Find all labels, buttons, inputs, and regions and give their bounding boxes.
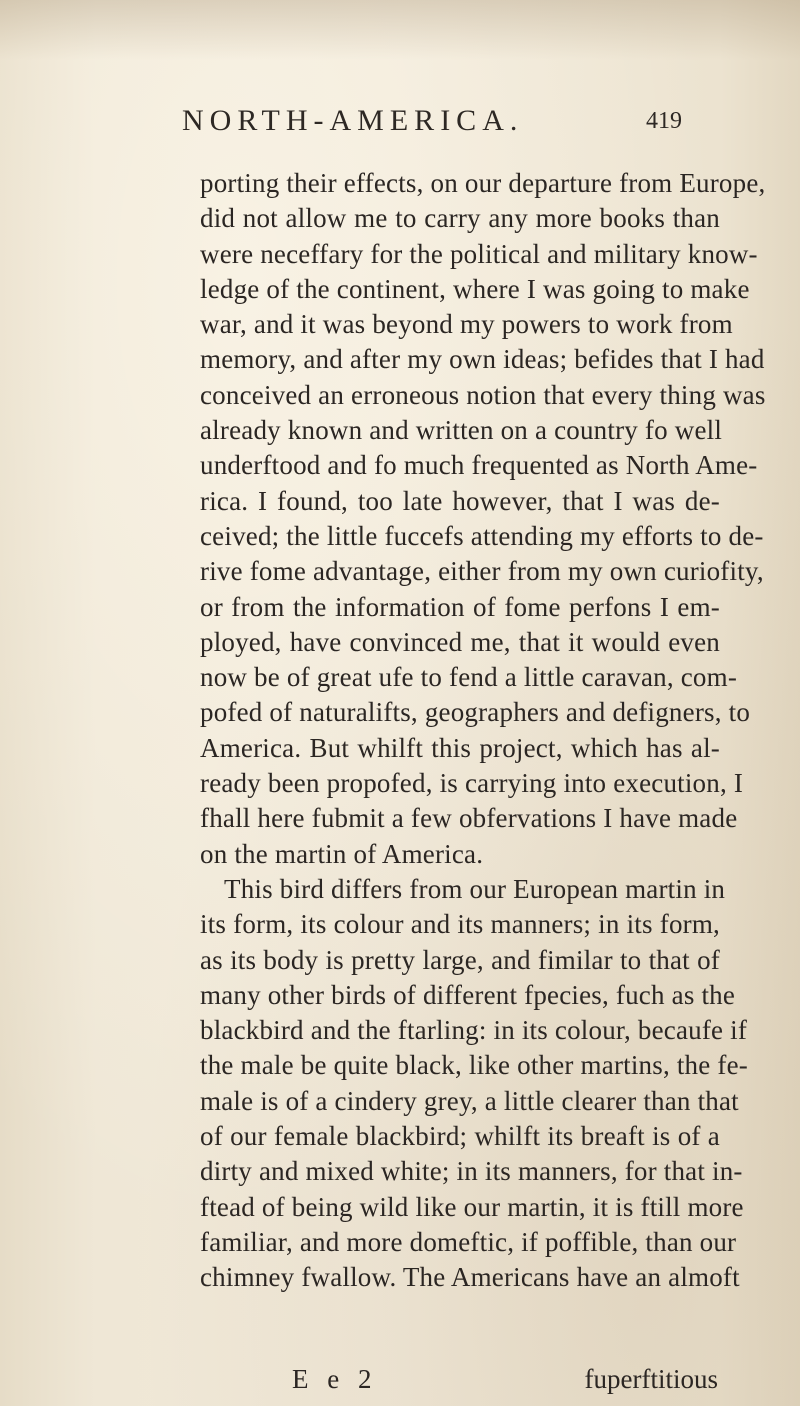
text-line: many other birds of different fpecies, fuch as the [200, 979, 736, 1010]
text-line: did not allow me to carry any more books than [200, 203, 720, 234]
text-line: This bird differs from our European martin in [224, 873, 726, 904]
text-line: the male be quite black, like other martins, the fe- [200, 1050, 748, 1081]
text-line: now be of great ufe to fend a little caravan, com- [200, 662, 738, 693]
text-line: porting their effects, on our departure from Europe, [200, 168, 766, 198]
text-line: familiar, and more domeftic, if poffible, than our [200, 1226, 737, 1257]
text-line: as its body is pretty large, and fimilar to that of [200, 944, 720, 975]
text-line: dirty and mixed white; in its manners, for that in- [200, 1156, 743, 1187]
catchword: fuperftitious [584, 1364, 718, 1394]
running-head: NORTH-AMERICA. [182, 104, 524, 137]
text-line: of our female blackbird; whilft its breaft is of a [200, 1121, 720, 1152]
text-line: on the martin of America. [200, 838, 484, 869]
page-top-shadow [0, 0, 800, 60]
text-line: chimney fwallow. The Americans have an almoft [200, 1262, 740, 1293]
text-line: ftead of being wild like our martin, it is ftill more [200, 1191, 744, 1222]
text-line: conceived an erroneous notion that every thing was [200, 379, 766, 410]
text-line: its form, its colour and its manners; in its form, [200, 909, 720, 940]
text-line: already known and written on a country fo well [200, 415, 723, 446]
text-line: male is of a cindery grey, a little clearer than that [200, 1085, 739, 1116]
text-line: rica. I found, too late however, that I was de- [200, 485, 720, 516]
page-header [182, 104, 682, 144]
text-line: were neceffary for the political and military know- [200, 238, 758, 269]
text-line: ready been propofed, is carrying into execution, I [200, 768, 744, 799]
page-footer [198, 1364, 718, 1398]
text-line: ceived; the little fuccefs attending my efforts to de- [200, 520, 764, 551]
text-line: war, and it was beyond my powers to work from [200, 309, 733, 340]
body-text [200, 166, 766, 1296]
text-line: ledge of the continent, where I was going to make [200, 273, 750, 304]
text-line: America. But whilft this project, which has al- [200, 732, 720, 763]
text-line: rive fome advantage, either from my own curiofity, [200, 556, 764, 587]
text-line: or from the information of fome perfons I em- [200, 591, 720, 622]
text-line: blackbird and the ftarling: in its colour, becaufe if [200, 1015, 748, 1046]
text-line: fhall here fubmit a few obfervations I have made [200, 803, 738, 834]
text-line: ployed, have convinced me, that it would even [200, 626, 720, 657]
text-line: pofed of naturalifts, geographers and defigners, to [200, 697, 751, 728]
text-line: memory, and after my own ideas; befides that I had [200, 344, 765, 375]
signature-mark: E e 2 [292, 1364, 378, 1394]
page-number: 419 [646, 108, 682, 134]
text-line: underftood and fo much frequented as North Ame- [200, 450, 758, 481]
